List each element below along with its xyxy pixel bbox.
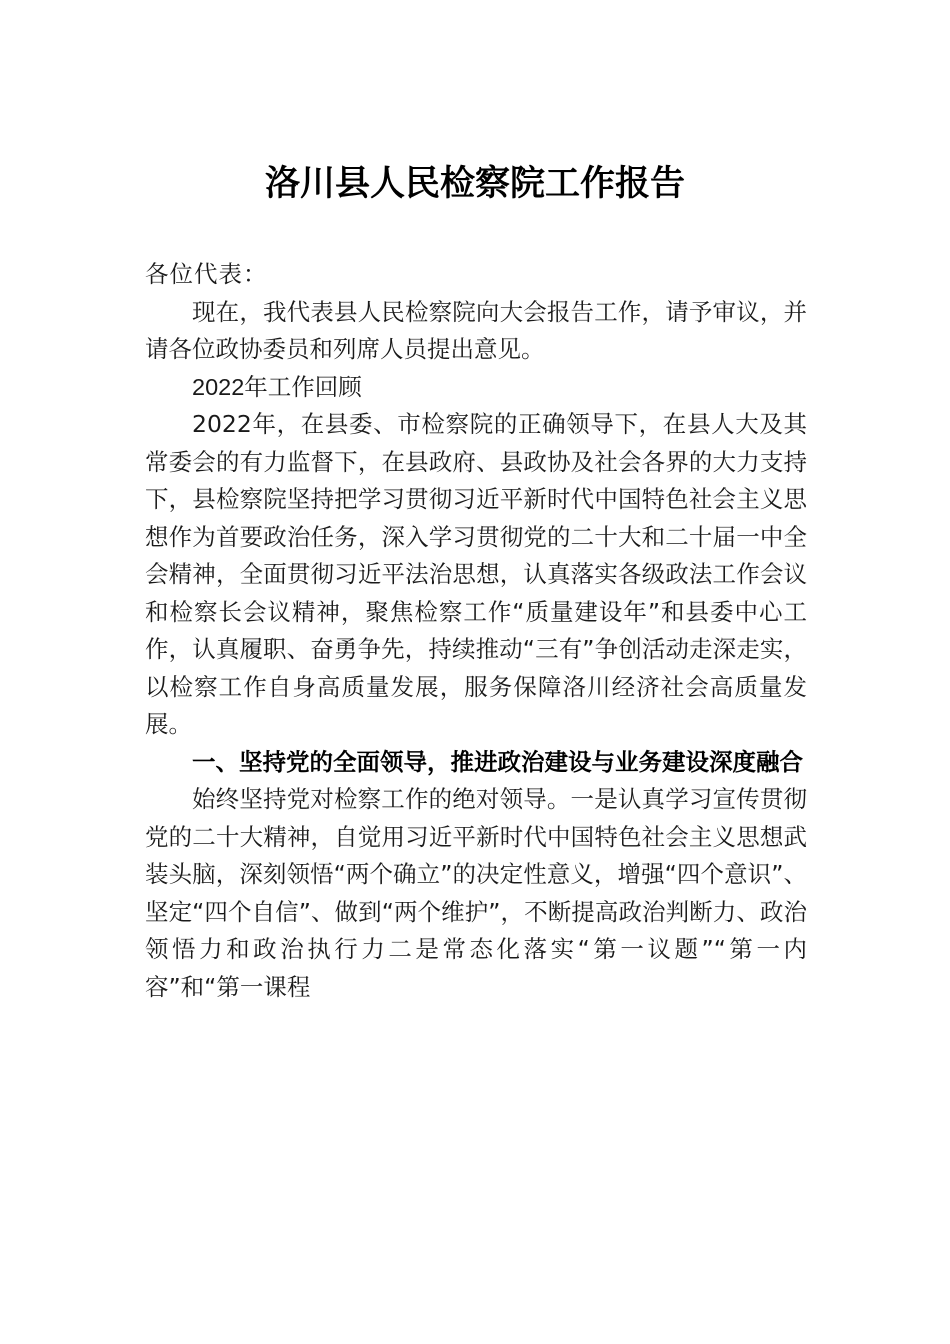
intro-paragraph: 现在，我代表县人民检察院向大会报告工作，请予审议，并请各位政协委员和列席人员提出意见。 (145, 297, 807, 363)
document-body (145, 256, 807, 1006)
salutation: 各位代表： (145, 260, 268, 288)
document-title: 洛川县人民检察院工作报告 (264, 163, 685, 204)
section-heading-1: 一、坚持党的全面领导，推进政治建设与业务建设深度融合 (192, 747, 803, 776)
section-paragraph-1: 始终坚持党对检察工作的绝对领导。一是认真学习宣传贯彻党的二十大精神，自觉用习近平新时代中国特色社会主义思想武装头脑，深刻领悟“两个确立”的决定性意义，增强“四个意识”、坚定“四个自信”、做到“两个维护”，不断提高政治判断力、政治领悟力和政治执行力二是常态化落实“第一议题”“第一内容”和“第一课程 (145, 785, 807, 1001)
review-heading: 2022年工作回顾 (192, 373, 362, 400)
review-paragraph: 2022年，在县委、市检察院的正确领导下，在县人大及其常委会的有力监督下，在县政府、县政协及社会各界的大力支持下，县检察院坚持把学习贯彻习近平新时代中国特色社会主义思想作为首要政治任务，深入学习贯彻党的二十大和二十届一中全会精神，全面贯彻习近平法治思想，认真落实各级政法工作会议和检察长会议精神，聚焦检察工作“质量建设年”和县委中心工作，认真履职、奋勇争先，持续推动“三有”争创活动走深走实，以检察工作自身高质量发展，服务保障洛川经济社会高质量发展。 (145, 410, 807, 738)
